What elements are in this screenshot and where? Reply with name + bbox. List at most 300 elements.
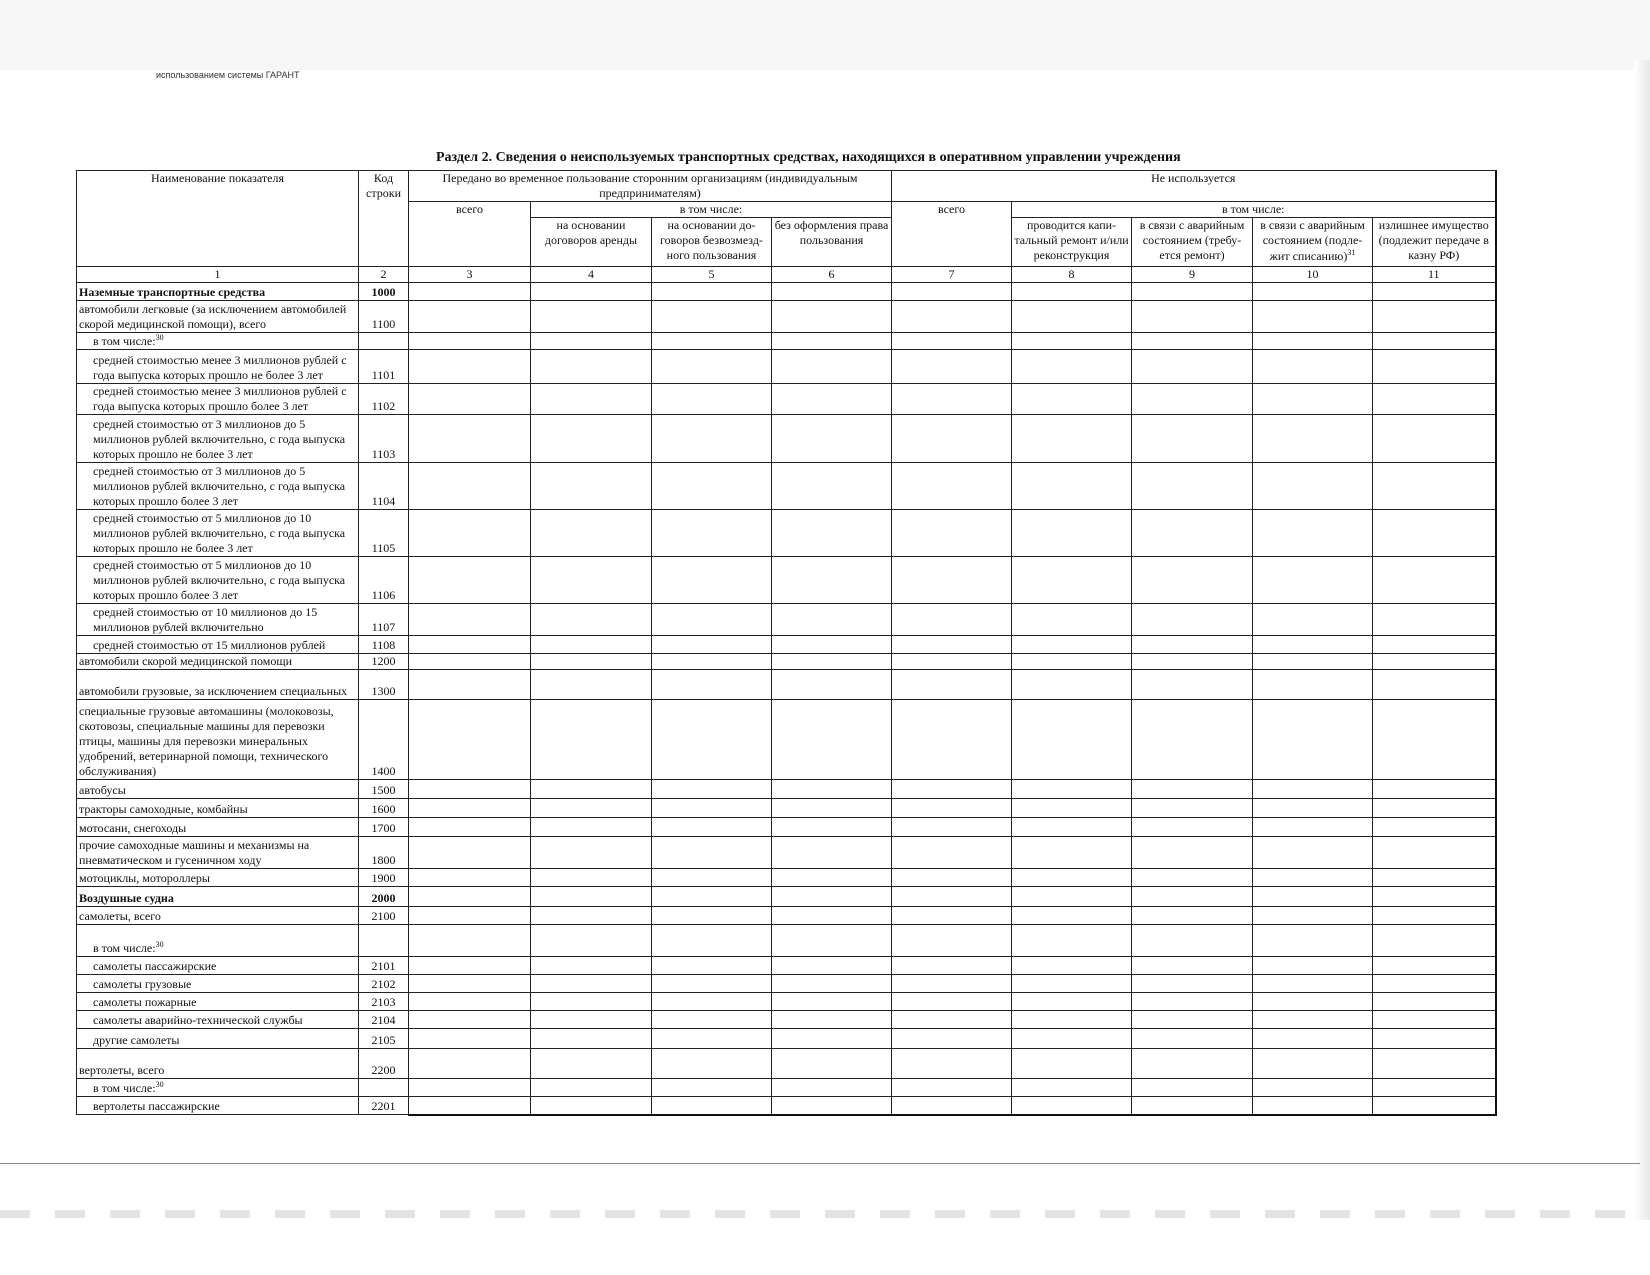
data-cell[interactable] <box>772 993 892 1011</box>
data-cell[interactable] <box>1012 1029 1132 1049</box>
data-cell[interactable] <box>772 301 892 333</box>
data-cell[interactable] <box>409 350 531 384</box>
data-cell[interactable] <box>892 654 1012 670</box>
data-cell[interactable] <box>1373 415 1496 463</box>
data-cell[interactable] <box>1253 957 1373 975</box>
data-cell[interactable] <box>1012 869 1132 887</box>
table-row <box>77 350 1496 384</box>
data-cell[interactable] <box>772 925 892 957</box>
data-cell[interactable] <box>1253 1049 1373 1079</box>
data-cell[interactable] <box>772 415 892 463</box>
data-cell[interactable] <box>409 887 531 907</box>
data-cell[interactable] <box>1253 384 1373 415</box>
data-cell[interactable] <box>531 869 652 887</box>
row-name <box>77 925 359 957</box>
data-cell[interactable] <box>652 700 772 780</box>
data-cell[interactable] <box>652 636 772 654</box>
data-cell[interactable] <box>1132 654 1253 670</box>
data-cell[interactable] <box>409 907 531 925</box>
data-cell[interactable] <box>409 1049 531 1079</box>
data-cell[interactable] <box>892 463 1012 510</box>
data-cell[interactable] <box>1012 510 1132 557</box>
data-cell[interactable] <box>892 1079 1012 1097</box>
data-cell[interactable] <box>772 636 892 654</box>
data-cell[interactable] <box>772 654 892 670</box>
data-cell[interactable] <box>531 887 652 907</box>
data-cell[interactable] <box>1373 301 1496 333</box>
data-cell[interactable] <box>652 1049 772 1079</box>
data-cell[interactable] <box>409 604 531 636</box>
data-cell[interactable] <box>892 1049 1012 1079</box>
data-cell[interactable] <box>1253 869 1373 887</box>
data-cell[interactable] <box>652 799 772 818</box>
data-cell[interactable] <box>652 1079 772 1097</box>
data-cell[interactable] <box>409 384 531 415</box>
data-cell[interactable] <box>772 907 892 925</box>
row-name <box>77 557 359 604</box>
data-cell[interactable] <box>1012 283 1132 301</box>
data-cell[interactable] <box>409 415 531 463</box>
data-cell[interactable] <box>1373 818 1496 837</box>
column-number: 1 <box>77 267 359 283</box>
row-code: 1103 <box>359 415 409 463</box>
data-cell[interactable] <box>772 700 892 780</box>
row-code: 1101 <box>359 350 409 384</box>
data-cell[interactable] <box>531 654 652 670</box>
data-cell[interactable] <box>892 1097 1012 1115</box>
data-cell[interactable] <box>1012 557 1132 604</box>
data-cell[interactable] <box>772 869 892 887</box>
data-cell[interactable] <box>409 510 531 557</box>
data-cell[interactable] <box>1253 301 1373 333</box>
data-cell[interactable] <box>1012 799 1132 818</box>
data-cell[interactable] <box>652 975 772 993</box>
data-cell[interactable] <box>1373 463 1496 510</box>
data-cell[interactable] <box>409 283 531 301</box>
data-cell[interactable] <box>772 1049 892 1079</box>
data-cell[interactable] <box>1132 700 1253 780</box>
data-cell[interactable] <box>1253 993 1373 1011</box>
data-cell[interactable] <box>531 301 652 333</box>
data-cell[interactable] <box>1253 557 1373 604</box>
data-cell[interactable] <box>1012 1097 1132 1115</box>
data-cell[interactable] <box>892 604 1012 636</box>
data-cell[interactable] <box>409 654 531 670</box>
column-number: 9 <box>1132 267 1253 283</box>
data-cell[interactable] <box>772 350 892 384</box>
data-cell[interactable] <box>1373 1049 1496 1079</box>
header-no-rights: без оформления права пользования <box>772 218 892 267</box>
data-cell[interactable] <box>1132 1011 1253 1029</box>
data-cell[interactable] <box>1132 925 1253 957</box>
data-cell[interactable] <box>409 837 531 869</box>
data-cell[interactable] <box>652 907 772 925</box>
column-number-row <box>77 267 1496 283</box>
data-cell[interactable] <box>1253 818 1373 837</box>
data-cell[interactable] <box>1373 1079 1496 1097</box>
data-cell[interactable] <box>892 1011 1012 1029</box>
data-cell[interactable] <box>409 993 531 1011</box>
data-cell[interactable] <box>531 837 652 869</box>
data-cell[interactable] <box>652 670 772 700</box>
data-cell[interactable] <box>892 993 1012 1011</box>
data-cell[interactable] <box>652 333 772 350</box>
data-cell[interactable] <box>1253 1097 1373 1115</box>
data-cell[interactable] <box>1373 925 1496 957</box>
data-cell[interactable] <box>652 925 772 957</box>
data-cell[interactable] <box>531 975 652 993</box>
data-cell[interactable] <box>531 1079 652 1097</box>
data-cell[interactable] <box>892 415 1012 463</box>
data-cell[interactable] <box>531 1049 652 1079</box>
data-cell[interactable] <box>652 384 772 415</box>
data-cell[interactable] <box>772 1029 892 1049</box>
data-cell[interactable] <box>892 700 1012 780</box>
header-transferred-group: Передано во временное пользование сторонним организациям (индивидуальным предпринимателям) <box>409 171 892 202</box>
data-cell[interactable] <box>531 700 652 780</box>
data-cell[interactable] <box>1373 957 1496 975</box>
data-cell[interactable] <box>1012 700 1132 780</box>
data-cell[interactable] <box>1012 957 1132 975</box>
data-cell[interactable] <box>1373 837 1496 869</box>
data-cell[interactable] <box>1012 350 1132 384</box>
data-cell[interactable] <box>652 301 772 333</box>
data-cell[interactable] <box>1012 818 1132 837</box>
data-cell[interactable] <box>531 1029 652 1049</box>
data-cell[interactable] <box>531 463 652 510</box>
row-code: 1000 <box>359 283 409 301</box>
data-cell[interactable] <box>1373 1011 1496 1029</box>
data-cell[interactable] <box>1132 887 1253 907</box>
data-cell[interactable] <box>1253 415 1373 463</box>
data-cell[interactable] <box>1373 510 1496 557</box>
data-cell[interactable] <box>772 384 892 415</box>
data-cell[interactable] <box>1132 780 1253 799</box>
data-cell[interactable] <box>772 957 892 975</box>
data-cell[interactable] <box>1253 463 1373 510</box>
data-cell[interactable] <box>1373 636 1496 654</box>
data-cell[interactable] <box>1132 350 1253 384</box>
data-cell[interactable] <box>772 818 892 837</box>
data-cell[interactable] <box>409 700 531 780</box>
data-cell[interactable] <box>892 283 1012 301</box>
data-cell[interactable] <box>652 780 772 799</box>
data-cell[interactable] <box>409 333 531 350</box>
data-cell[interactable] <box>1373 869 1496 887</box>
data-cell[interactable] <box>652 818 772 837</box>
data-cell[interactable] <box>1132 975 1253 993</box>
data-cell[interactable] <box>1132 837 1253 869</box>
row-name-text: Наземные транспортные средства <box>79 285 266 299</box>
data-cell[interactable] <box>1012 925 1132 957</box>
data-cell[interactable] <box>1012 993 1132 1011</box>
data-cell[interactable] <box>772 333 892 350</box>
data-cell[interactable] <box>1253 654 1373 670</box>
data-cell[interactable] <box>1253 333 1373 350</box>
table-row <box>77 510 1496 557</box>
data-cell[interactable] <box>652 604 772 636</box>
row-code: 1300 <box>359 670 409 700</box>
row-code: 1500 <box>359 780 409 799</box>
data-cell[interactable] <box>1132 1097 1253 1115</box>
row-name <box>77 510 359 557</box>
data-cell[interactable] <box>1132 333 1253 350</box>
data-cell[interactable] <box>892 333 1012 350</box>
data-cell[interactable] <box>409 301 531 333</box>
data-cell[interactable] <box>772 1079 892 1097</box>
data-cell[interactable] <box>652 350 772 384</box>
data-cell[interactable] <box>772 283 892 301</box>
data-cell[interactable] <box>1253 636 1373 654</box>
data-cell[interactable] <box>652 887 772 907</box>
data-cell[interactable] <box>531 415 652 463</box>
data-cell[interactable] <box>1253 1011 1373 1029</box>
data-cell[interactable] <box>531 925 652 957</box>
data-cell[interactable] <box>892 1029 1012 1049</box>
data-cell[interactable] <box>531 907 652 925</box>
data-cell[interactable] <box>1373 557 1496 604</box>
data-cell[interactable] <box>1253 510 1373 557</box>
row-name <box>77 1079 359 1097</box>
data-cell[interactable] <box>409 780 531 799</box>
data-cell[interactable] <box>1132 1049 1253 1079</box>
data-cell[interactable] <box>1132 869 1253 887</box>
data-cell[interactable] <box>1373 670 1496 700</box>
data-cell[interactable] <box>772 604 892 636</box>
data-cell[interactable] <box>531 957 652 975</box>
data-cell[interactable] <box>892 780 1012 799</box>
data-cell[interactable] <box>1132 557 1253 604</box>
data-cell[interactable] <box>1373 907 1496 925</box>
data-cell[interactable] <box>409 818 531 837</box>
data-cell[interactable] <box>1012 837 1132 869</box>
data-cell[interactable] <box>409 957 531 975</box>
data-cell[interactable] <box>652 463 772 510</box>
data-cell[interactable] <box>531 1011 652 1029</box>
data-cell[interactable] <box>1132 799 1253 818</box>
data-cell[interactable] <box>892 887 1012 907</box>
data-cell[interactable] <box>652 415 772 463</box>
data-cell[interactable] <box>1012 1011 1132 1029</box>
data-cell[interactable] <box>409 1029 531 1049</box>
data-cell[interactable] <box>1012 780 1132 799</box>
data-cell[interactable] <box>892 957 1012 975</box>
data-cell[interactable] <box>892 869 1012 887</box>
data-cell[interactable] <box>892 975 1012 993</box>
data-cell[interactable] <box>652 837 772 869</box>
data-cell[interactable] <box>772 780 892 799</box>
data-cell[interactable] <box>531 384 652 415</box>
data-cell[interactable] <box>652 510 772 557</box>
data-cell[interactable] <box>1373 654 1496 670</box>
data-cell[interactable] <box>1253 604 1373 636</box>
data-cell[interactable] <box>772 887 892 907</box>
data-cell[interactable] <box>772 670 892 700</box>
data-cell[interactable] <box>1132 1029 1253 1049</box>
data-cell[interactable] <box>772 510 892 557</box>
data-cell[interactable] <box>531 818 652 837</box>
data-cell[interactable] <box>892 837 1012 869</box>
data-cell[interactable] <box>531 799 652 818</box>
column-number: 10 <box>1253 267 1373 283</box>
header-free-use: на основании до-говоров безвозмезд-ного пользования <box>652 218 772 267</box>
data-cell[interactable] <box>892 557 1012 604</box>
row-name <box>77 283 359 301</box>
data-cell[interactable] <box>1373 887 1496 907</box>
data-cell[interactable] <box>531 510 652 557</box>
data-cell[interactable] <box>1253 1079 1373 1097</box>
data-cell[interactable] <box>892 799 1012 818</box>
data-cell[interactable] <box>1012 333 1132 350</box>
data-cell[interactable] <box>409 670 531 700</box>
data-cell[interactable] <box>1132 283 1253 301</box>
data-cell[interactable] <box>1012 636 1132 654</box>
data-cell[interactable] <box>1132 384 1253 415</box>
data-cell[interactable] <box>652 557 772 604</box>
data-cell[interactable] <box>1373 604 1496 636</box>
data-cell[interactable] <box>531 333 652 350</box>
data-cell[interactable] <box>772 1097 892 1115</box>
data-cell[interactable] <box>1253 780 1373 799</box>
data-cell[interactable] <box>1253 670 1373 700</box>
data-cell[interactable] <box>1253 887 1373 907</box>
row-code: 1107 <box>359 604 409 636</box>
data-cell[interactable] <box>772 975 892 993</box>
data-cell[interactable] <box>652 957 772 975</box>
data-cell[interactable] <box>1253 1029 1373 1049</box>
data-cell[interactable] <box>1132 907 1253 925</box>
data-cell[interactable] <box>1373 283 1496 301</box>
data-cell[interactable] <box>652 1097 772 1115</box>
data-cell[interactable] <box>772 463 892 510</box>
data-cell[interactable] <box>1373 1097 1496 1115</box>
data-cell[interactable] <box>409 925 531 957</box>
data-cell[interactable] <box>652 654 772 670</box>
data-cell[interactable] <box>1132 1079 1253 1097</box>
data-cell[interactable] <box>409 1097 531 1115</box>
data-cell[interactable] <box>1132 604 1253 636</box>
data-cell[interactable] <box>1012 301 1132 333</box>
data-cell[interactable] <box>1373 700 1496 780</box>
data-cell[interactable] <box>1012 1079 1132 1097</box>
data-cell[interactable] <box>1012 975 1132 993</box>
data-cell[interactable] <box>1012 384 1132 415</box>
row-name-text: другие самолеты <box>93 1033 180 1047</box>
data-cell[interactable] <box>652 869 772 887</box>
data-cell[interactable] <box>531 1097 652 1115</box>
data-cell[interactable] <box>1132 993 1253 1011</box>
data-cell[interactable] <box>531 670 652 700</box>
data-cell[interactable] <box>892 670 1012 700</box>
data-cell[interactable] <box>1253 907 1373 925</box>
data-cell[interactable] <box>409 869 531 887</box>
row-name-text: автобусы <box>79 783 126 797</box>
data-cell[interactable] <box>1132 818 1253 837</box>
data-cell[interactable] <box>652 283 772 301</box>
data-cell[interactable] <box>409 636 531 654</box>
data-cell[interactable] <box>892 510 1012 557</box>
data-cell[interactable] <box>531 636 652 654</box>
data-cell[interactable] <box>1373 333 1496 350</box>
data-cell[interactable] <box>1012 1049 1132 1079</box>
data-cell[interactable] <box>1012 604 1132 636</box>
data-cell[interactable] <box>409 1011 531 1029</box>
data-cell[interactable] <box>652 1029 772 1049</box>
data-cell[interactable] <box>531 557 652 604</box>
data-cell[interactable] <box>1373 780 1496 799</box>
row-code: 1108 <box>359 636 409 654</box>
data-cell[interactable] <box>892 350 1012 384</box>
data-cell[interactable] <box>1012 887 1132 907</box>
data-cell[interactable] <box>1373 975 1496 993</box>
data-cell[interactable] <box>1373 1029 1496 1049</box>
data-cell[interactable] <box>892 301 1012 333</box>
data-cell[interactable] <box>892 818 1012 837</box>
data-cell[interactable] <box>1253 283 1373 301</box>
data-cell[interactable] <box>531 283 652 301</box>
row-code: 1104 <box>359 463 409 510</box>
data-cell[interactable] <box>892 925 1012 957</box>
data-cell[interactable] <box>531 780 652 799</box>
row-name <box>77 887 359 907</box>
data-cell[interactable] <box>1373 350 1496 384</box>
data-cell[interactable] <box>1132 957 1253 975</box>
data-cell[interactable] <box>409 799 531 818</box>
row-code: 1100 <box>359 301 409 333</box>
data-cell[interactable] <box>1012 463 1132 510</box>
data-cell[interactable] <box>1012 654 1132 670</box>
data-cell[interactable] <box>772 799 892 818</box>
data-cell[interactable] <box>1253 925 1373 957</box>
data-cell[interactable] <box>531 993 652 1011</box>
data-cell[interactable] <box>1253 799 1373 818</box>
row-name-text: прочие самоходные машины и механизмы на пневматическом и гусеничном ходу <box>79 838 310 867</box>
data-cell[interactable] <box>1373 993 1496 1011</box>
data-cell[interactable] <box>1132 636 1253 654</box>
data-cell[interactable] <box>531 350 652 384</box>
data-cell[interactable] <box>772 557 892 604</box>
header-emergency-writeoff-text: в связи с аварийным состоянием (подле-жит списанию) <box>1260 218 1365 263</box>
data-cell[interactable] <box>1132 463 1253 510</box>
data-cell[interactable] <box>1012 907 1132 925</box>
data-cell[interactable] <box>892 907 1012 925</box>
data-cell[interactable] <box>409 975 531 993</box>
data-cell[interactable] <box>652 1011 772 1029</box>
data-cell[interactable] <box>772 837 892 869</box>
data-cell[interactable] <box>1012 670 1132 700</box>
data-cell[interactable] <box>1253 350 1373 384</box>
data-cell[interactable] <box>1012 415 1132 463</box>
data-cell[interactable] <box>892 384 1012 415</box>
data-cell[interactable] <box>1132 301 1253 333</box>
data-cell[interactable] <box>1253 700 1373 780</box>
data-cell[interactable] <box>1132 670 1253 700</box>
row-name-text: самолеты, всего <box>79 909 161 923</box>
data-cell[interactable] <box>531 604 652 636</box>
data-cell[interactable] <box>1253 975 1373 993</box>
data-cell[interactable] <box>652 993 772 1011</box>
data-cell[interactable] <box>1373 384 1496 415</box>
data-cell[interactable] <box>1132 415 1253 463</box>
data-cell[interactable] <box>409 1079 531 1097</box>
data-cell[interactable] <box>1132 510 1253 557</box>
data-cell[interactable] <box>409 557 531 604</box>
data-cell[interactable] <box>409 463 531 510</box>
data-cell[interactable] <box>1253 837 1373 869</box>
data-cell[interactable] <box>892 636 1012 654</box>
data-cell[interactable] <box>772 1011 892 1029</box>
data-cell[interactable] <box>1373 799 1496 818</box>
